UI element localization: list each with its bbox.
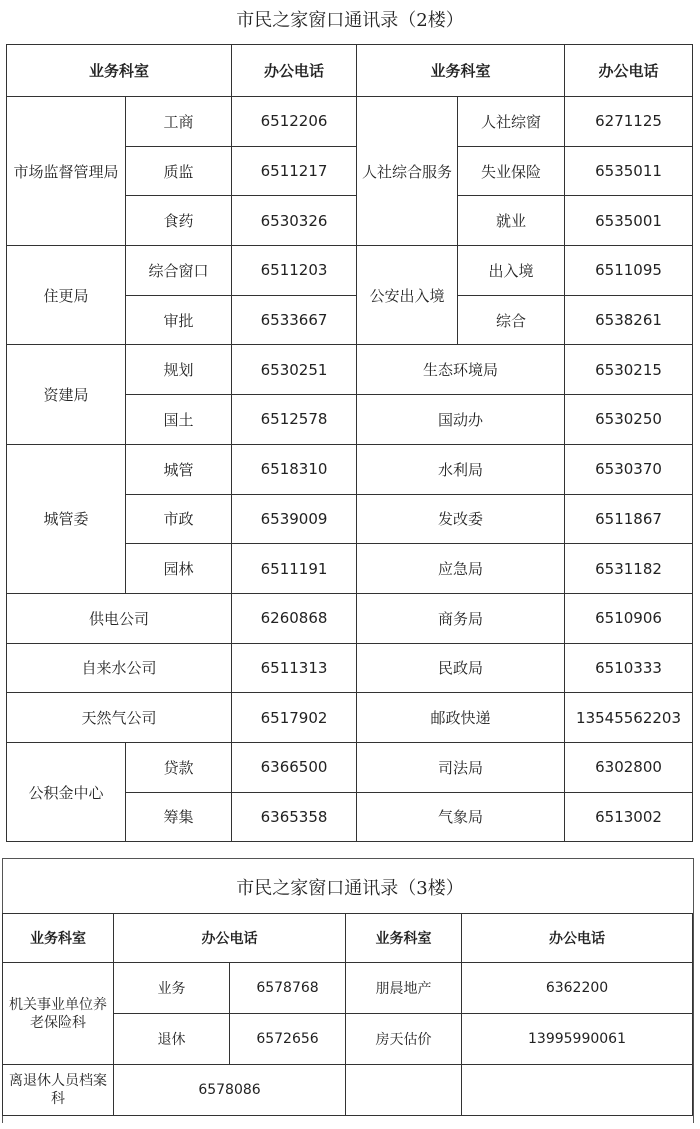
- header-dept: 业务科室: [346, 914, 462, 963]
- phone-number: 6578768: [230, 963, 346, 1014]
- phone-number: 6578086: [114, 1065, 346, 1116]
- dept-name: 生态环境局: [357, 345, 565, 395]
- phone-number: 6530326: [232, 196, 357, 246]
- dept-housing: 住更局: [7, 246, 126, 345]
- phone-number: 6511867: [565, 494, 693, 544]
- table-row: [7, 593, 693, 643]
- sub-dept: 筹集: [126, 792, 232, 842]
- phone-number: 6362200: [462, 963, 693, 1014]
- phone-number: 6530251: [232, 345, 357, 395]
- dept-name: 应急局: [357, 544, 565, 594]
- phone-number: 6365358: [232, 792, 357, 842]
- dept-pension: 机关事业单位养老保险科: [3, 963, 114, 1065]
- header-dept: 业务科室: [3, 914, 114, 963]
- dept-fund: 公积金中心: [7, 742, 126, 841]
- sub-dept: 就业: [458, 196, 565, 246]
- phone-number: 6517902: [232, 693, 357, 743]
- sub-dept: 质监: [126, 146, 232, 196]
- phone-number: 6511203: [232, 246, 357, 296]
- table-header-row: [3, 914, 693, 963]
- phone-number: 6538261: [565, 295, 693, 345]
- dept-police: 公安出入境: [357, 246, 458, 345]
- sub-dept: 业务: [114, 963, 230, 1014]
- header-phone: 办公电话: [565, 45, 693, 97]
- table-row: [7, 742, 693, 792]
- dept-gas: 天然气公司: [7, 693, 232, 743]
- phone-number: 6530215: [565, 345, 693, 395]
- phone-number: 6302800: [565, 742, 693, 792]
- phone-number: 6260868: [232, 593, 357, 643]
- phone-number: 13545562203: [565, 693, 693, 743]
- sub-dept: 食药: [126, 196, 232, 246]
- table-row: [7, 444, 693, 494]
- header-phone: 办公电话: [114, 914, 346, 963]
- sub-dept: 综合窗口: [126, 246, 232, 296]
- phone-number: 6535001: [565, 196, 693, 246]
- table-row: [3, 963, 693, 1014]
- sub-dept: 市政: [126, 494, 232, 544]
- sub-dept: 工商: [126, 97, 232, 147]
- dept-name: 国动办: [357, 395, 565, 445]
- phone-number: 6511191: [232, 544, 357, 594]
- sub-dept: 综合: [458, 295, 565, 345]
- sub-dept: 园林: [126, 544, 232, 594]
- header-phone: 办公电话: [462, 914, 693, 963]
- table-row: [7, 643, 693, 693]
- empty-cell: [462, 1065, 693, 1116]
- phone-number: 6271125: [565, 97, 693, 147]
- phone-number: 6511217: [232, 146, 357, 196]
- dept-name: 气象局: [357, 792, 565, 842]
- dept-name: 商务局: [357, 593, 565, 643]
- table-row: [7, 97, 693, 147]
- floor2-directory-table: [6, 44, 693, 842]
- floor2-title: 市民之家窗口通讯录（2楼）: [236, 10, 464, 31]
- floor3-directory-table: [2, 913, 693, 1116]
- phone-number: 6510333: [565, 643, 693, 693]
- dept-name: 发改委: [357, 494, 565, 544]
- phone-number: 6533667: [232, 295, 357, 345]
- phone-number: 6530370: [565, 444, 693, 494]
- dept-market: 市场监督管理局: [7, 97, 126, 246]
- dept-social: 人社综合服务: [357, 97, 458, 246]
- dept-name: 水利局: [357, 444, 565, 494]
- sub-dept: 出入境: [458, 246, 565, 296]
- dept-water: 自来水公司: [7, 643, 232, 693]
- phone-number: 6530250: [565, 395, 693, 445]
- dept-name: 民政局: [357, 643, 565, 693]
- sub-dept: 贷款: [126, 742, 232, 792]
- header-dept: 业务科室: [7, 45, 232, 97]
- phone-number: 6535011: [565, 146, 693, 196]
- table-row: [7, 345, 693, 395]
- dept-power: 供电公司: [7, 593, 232, 643]
- phone-number: 6511313: [232, 643, 357, 693]
- dept-archive: 离退休人员档案科: [3, 1065, 114, 1116]
- table-header-row: [7, 45, 693, 97]
- dept-resource: 资建局: [7, 345, 126, 444]
- phone-number: 6510906: [565, 593, 693, 643]
- dept-name: 朋晨地产: [346, 963, 462, 1014]
- dept-name: 司法局: [357, 742, 565, 792]
- empty-cell: [346, 1065, 462, 1116]
- sub-dept: 城管: [126, 444, 232, 494]
- phone-number: 6572656: [230, 1014, 346, 1065]
- phone-number: 6512578: [232, 395, 357, 445]
- sub-dept: 人社综窗: [458, 97, 565, 147]
- dept-name: 房天估价: [346, 1014, 462, 1065]
- sub-dept: 退休: [114, 1014, 230, 1065]
- table-row: [7, 693, 693, 743]
- sub-dept: 规划: [126, 345, 232, 395]
- dept-name: 邮政快递: [357, 693, 565, 743]
- phone-number: 6531182: [565, 544, 693, 594]
- phone-number: 6513002: [565, 792, 693, 842]
- phone-number: 6518310: [232, 444, 357, 494]
- phone-number: 13995990061: [462, 1014, 693, 1065]
- dept-urban: 城管委: [7, 444, 126, 593]
- phone-number: 6512206: [232, 97, 357, 147]
- sub-dept: 审批: [126, 295, 232, 345]
- header-dept: 业务科室: [357, 45, 565, 97]
- floor3-title: 市民之家窗口通讯录（3楼）: [236, 878, 464, 899]
- table-row: [7, 246, 693, 296]
- sub-dept: 失业保险: [458, 146, 565, 196]
- phone-number: 6366500: [232, 742, 357, 792]
- header-phone: 办公电话: [232, 45, 357, 97]
- sub-dept: 国土: [126, 395, 232, 445]
- phone-number: 6539009: [232, 494, 357, 544]
- table-row: [3, 1065, 693, 1116]
- phone-number: 6511095: [565, 246, 693, 296]
